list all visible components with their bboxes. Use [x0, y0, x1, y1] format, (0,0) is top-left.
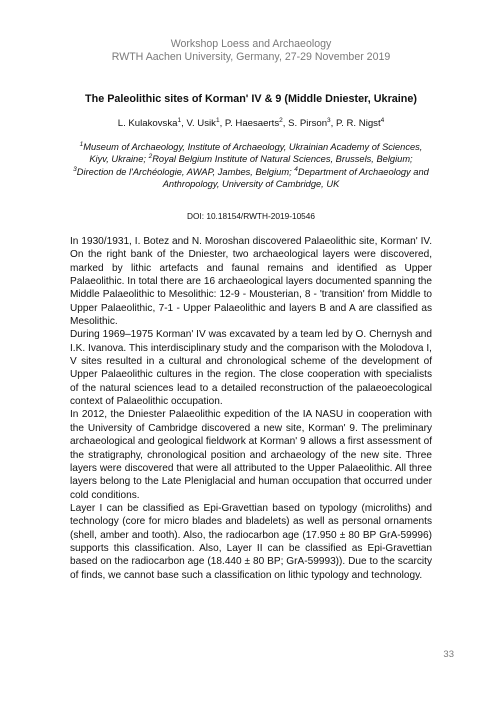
author-name: P. Haesaerts	[224, 118, 280, 129]
author-affiliation-mark: 2	[279, 116, 283, 124]
affiliation-text: Royal Belgium Institute of Natural Sciences, Brussels, Belgium;	[152, 154, 413, 165]
affiliation-mark: 4	[294, 165, 298, 173]
page-number: 33	[443, 649, 454, 660]
abstract-body	[70, 235, 432, 582]
paper-title: The Paleolithic sites of Korman' IV & 9 (Middle Dniester, Ukraine)	[85, 93, 417, 105]
body-paragraph: During 1969–1975 Korman' IV was excavated by a team led by O. Chernysh and I.K. Ivanova. This interdisciplinary study and the comparison with the Molodova I, V sites resulted in a cultural and chronological scheme of the development of Upper Palaeolithic cultures in the region. The close cooperation with specialists of the natural sciences lead to a detailed reconstruction of the palaeoecological context of Palaeolithic occupation.	[70, 329, 432, 408]
author-affiliation-mark: 3	[327, 116, 331, 124]
doi-line: DOI: 10.18154/RWTH-2019-10546	[186, 211, 316, 221]
header-workshop-name: Workshop Loess and Archaeology	[170, 38, 332, 50]
author-name: L. Kulakovska	[117, 118, 178, 129]
body-paragraph: In 2012, the Dniester Palaeolithic expedition of the IA NASU in cooperation with the University of Cambridge discovered a new site, Korman' 9. The preliminary archaeological and geological fieldwork at Korman' 9 allows a first assessment of the stratigraphy, chronological position and archaeology of the new site. Three layers were discovered that were all attributed to the Upper Palaeolithic. All three layers belong to the Late Pleniglacial and human occupation that occurred under cold conditions.	[70, 409, 432, 501]
author-affiliation-mark: 1	[215, 116, 220, 124]
author-affiliation-mark: 1	[177, 116, 182, 124]
affiliation-mark: 3	[73, 165, 77, 173]
running-header	[0, 38, 502, 63]
body-paragraph: In 1930/1931, I. Botez and N. Moroshan discovered Palaeolithic site, Korman' IV. On the right bank of the Dniester, two archaeological layers were discovered, marked by lithic artefacts and faunal remains and identified as Upper Palaeolithic. In total there are 16 archaeological layers documented spanning the Middle Palaeolithic to Mesolithic: 12-9 - Mousterian, 8 - 'transition' from Middle to Upper Palaeolithic, 7-1 - Upper Palaeolithic and layers B and A are classified as Mesolithic.	[70, 236, 432, 328]
affiliation-mark: 2	[148, 153, 153, 161]
author-list: L. Kulakovska$^1$, V. Usik$^1$, P. Haesaerts$^2$, S. Pirson$^3$, P. R. Nigst$^4$	[117, 116, 385, 129]
author-name: V. Usik	[186, 118, 216, 129]
affiliation-text: Museum of Archaeology, Institute of Archaeology, Ukrainian Academy of Sciences, Kiyv, Ukraine;	[83, 142, 423, 165]
author-name: P. R. Nigst	[336, 118, 381, 129]
author-affiliation-mark: 4	[380, 116, 385, 124]
author-name: S. Pirson	[288, 118, 328, 129]
affiliation-text: Department of Archaeology and Anthropology, University of Cambridge, UK	[162, 166, 429, 189]
body-paragraph: Layer I can be classified as Epi-Gravettian based on typology (microliths) and technology (core for micro blades and bladelets) as well as personal ornaments (shell, amber and tooth). Also, the radiocarbon age (17.950 ± 80 BP GrA-59996) supports this classification. Also, Layer II can be classified as Epi-Gravettian based on the radiocarbon age (18.440 ± 80 BP; GrA-59993)). Due to the scarcity of finds, we cannot base such a classification on lithic typology and technology.	[70, 502, 432, 581]
affiliations	[70, 141, 432, 190]
affiliation-mark: 1	[79, 140, 84, 148]
header-venue-date: RWTH Aachen University, Germany, 27-29 November 2019	[111, 50, 391, 63]
affiliation-text: Direction de l'Archéologie, AWAP, Jambes, Belgium;	[76, 166, 292, 177]
